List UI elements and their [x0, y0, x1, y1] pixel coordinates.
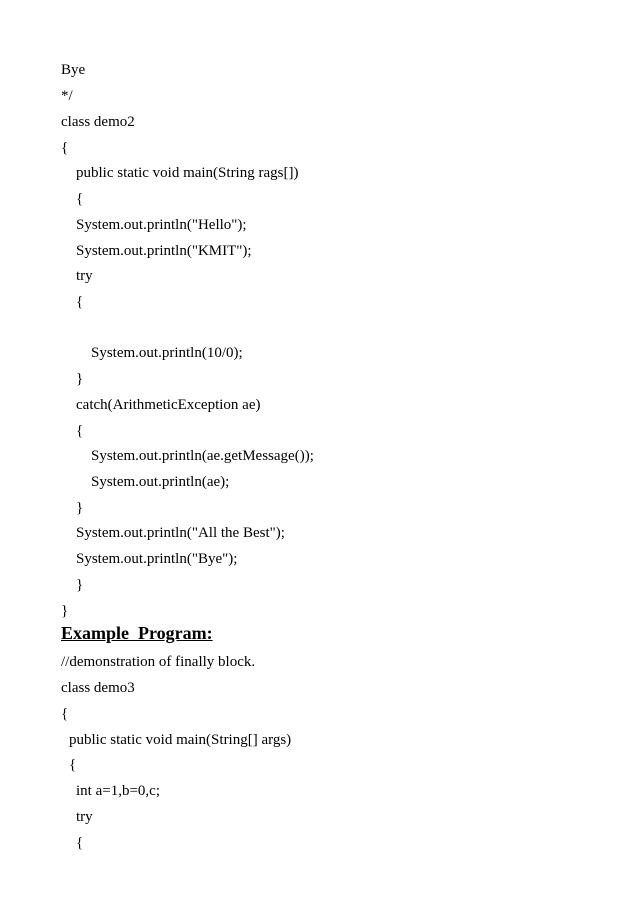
code-line: try	[76, 809, 93, 825]
code-line: Bye	[61, 62, 86, 78]
code-line: {	[76, 423, 84, 439]
code-comment: //demonstration of finally block.	[61, 654, 256, 670]
code-line: int a=1,b=0,c;	[76, 783, 160, 799]
code-line: class demo2	[61, 114, 135, 130]
code-line: public static void main(String[] args)	[69, 732, 292, 748]
code-line: }	[76, 577, 84, 593]
code-line: class demo3	[61, 680, 135, 696]
code-line: {	[76, 191, 84, 207]
code-line: {	[76, 835, 84, 851]
code-line: System.out.println("All the Best");	[76, 525, 285, 541]
code-line: try	[76, 268, 93, 284]
code-line: }	[76, 500, 84, 516]
code-line: System.out.println("Hello");	[76, 217, 247, 233]
code-line: System.out.println("KMIT");	[76, 243, 252, 259]
code-line: {	[69, 757, 77, 773]
section-heading: Example Program:	[61, 623, 213, 643]
code-line: System.out.println(ae);	[91, 474, 230, 490]
code-line: public static void main(String rags[])	[76, 165, 299, 181]
code-line: catch(ArithmeticException ae)	[76, 397, 261, 413]
code-line: System.out.println("Bye");	[76, 551, 238, 567]
code-line: System.out.println(ae.getMessage());	[91, 448, 314, 464]
code-line: {	[61, 706, 69, 722]
code-line: System.out.println(10/0);	[91, 345, 243, 361]
code-line: }	[61, 603, 69, 619]
code-line: */	[61, 88, 73, 104]
code-line: }	[76, 371, 84, 387]
code-line: {	[76, 294, 84, 310]
code-line: {	[61, 140, 69, 156]
